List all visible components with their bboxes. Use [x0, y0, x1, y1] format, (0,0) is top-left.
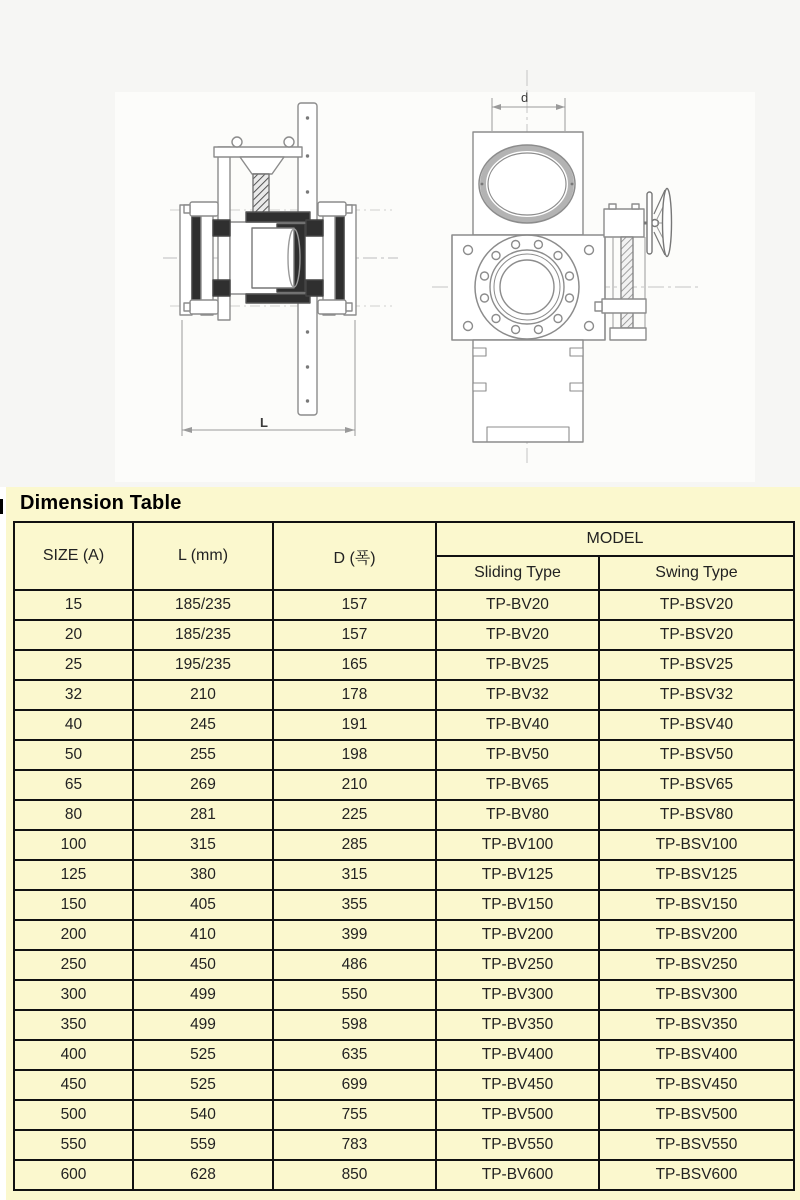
dimension-table: [13, 521, 795, 1191]
valve-drawings-svg: [0, 0, 800, 487]
table-cell: 699: [273, 1070, 436, 1100]
table-cell: 200: [14, 920, 133, 950]
table-cell: TP-BV450: [436, 1070, 599, 1100]
table-cell: 350: [14, 1010, 133, 1040]
table-cell: 499: [133, 1010, 273, 1040]
table-cell: TP-BV300: [436, 980, 599, 1010]
table-row: [14, 740, 794, 770]
table-cell: TP-BV25: [436, 650, 599, 680]
table-cell: TP-BSV200: [599, 920, 794, 950]
table-cell: 225: [273, 800, 436, 830]
dimension-table-head: [14, 522, 794, 590]
dimension-section: [6, 487, 800, 1200]
table-cell: 405: [133, 890, 273, 920]
table-row: [14, 1130, 794, 1160]
table-cell: TP-BSV32: [599, 680, 794, 710]
table-cell: 245: [133, 710, 273, 740]
valve-side-view-drawing: [163, 103, 398, 436]
table-cell: 150: [14, 890, 133, 920]
table-cell: 355: [273, 890, 436, 920]
table-cell: TP-BSV125: [599, 860, 794, 890]
table-cell: 315: [133, 830, 273, 860]
table-cell: TP-BSV25: [599, 650, 794, 680]
table-cell: TP-BSV150: [599, 890, 794, 920]
table-cell: TP-BV500: [436, 1100, 599, 1130]
header-row-1: [14, 522, 794, 556]
table-row: [14, 650, 794, 680]
table-cell: 15: [14, 590, 133, 620]
table-cell: 755: [273, 1100, 436, 1130]
dimension-label-d: d: [521, 90, 529, 105]
col-header-swing-type: Swing Type: [599, 556, 794, 590]
table-cell: 850: [273, 1160, 436, 1190]
table-cell: 450: [133, 950, 273, 980]
table-row: [14, 770, 794, 800]
table-cell: TP-BV20: [436, 620, 599, 650]
table-cell: 285: [273, 830, 436, 860]
col-header-sliding-type: Sliding Type: [436, 556, 599, 590]
table-cell: 525: [133, 1040, 273, 1070]
table-cell: TP-BV32: [436, 680, 599, 710]
table-row: [14, 590, 794, 620]
table-cell: 315: [273, 860, 436, 890]
table-cell: 65: [14, 770, 133, 800]
table-row: [14, 980, 794, 1010]
table-cell: TP-BV80: [436, 800, 599, 830]
table-row: [14, 890, 794, 920]
table-cell: TP-BV200: [436, 920, 599, 950]
table-cell: TP-BSV65: [599, 770, 794, 800]
table-cell: 399: [273, 920, 436, 950]
table-cell: 635: [273, 1040, 436, 1070]
valve-front-view-drawing: [432, 70, 700, 463]
table-cell: 540: [133, 1100, 273, 1130]
table-cell: TP-BV150: [436, 890, 599, 920]
table-cell: TP-BSV500: [599, 1100, 794, 1130]
table-cell: 450: [14, 1070, 133, 1100]
table-row: [14, 1010, 794, 1040]
section-title: Dimension Table: [20, 492, 182, 514]
table-cell: TP-BSV450: [599, 1070, 794, 1100]
table-cell: 32: [14, 680, 133, 710]
table-cell: TP-BV600: [436, 1160, 599, 1190]
table-cell: TP-BSV550: [599, 1130, 794, 1160]
table-cell: TP-BV50: [436, 740, 599, 770]
table-cell: TP-BSV250: [599, 950, 794, 980]
table-cell: 281: [133, 800, 273, 830]
table-cell: 198: [273, 740, 436, 770]
table-cell: TP-BSV80: [599, 800, 794, 830]
table-cell: 525: [133, 1070, 273, 1100]
table-cell: TP-BSV400: [599, 1040, 794, 1070]
table-row: [14, 620, 794, 650]
table-cell: 178: [273, 680, 436, 710]
col-header-model: MODEL: [436, 522, 794, 556]
table-cell: 100: [14, 830, 133, 860]
table-cell: TP-BV100: [436, 830, 599, 860]
table-row: [14, 1160, 794, 1190]
table-cell: 410: [133, 920, 273, 950]
dimension-d: [492, 98, 565, 131]
table-cell: TP-BV400: [436, 1040, 599, 1070]
table-cell: TP-BV350: [436, 1010, 599, 1040]
table-cell: 191: [273, 710, 436, 740]
table-cell: TP-BV40: [436, 710, 599, 740]
table-cell: 25: [14, 650, 133, 680]
table-row: [14, 830, 794, 860]
col-header-d: D (폭): [273, 522, 436, 590]
table-cell: 400: [14, 1040, 133, 1070]
table-cell: 125: [14, 860, 133, 890]
table-cell: 486: [273, 950, 436, 980]
table-cell: TP-BSV50: [599, 740, 794, 770]
table-cell: TP-BSV100: [599, 830, 794, 860]
table-cell: 499: [133, 980, 273, 1010]
table-cell: 40: [14, 710, 133, 740]
table-cell: 210: [273, 770, 436, 800]
table-cell: 157: [273, 620, 436, 650]
table-row: [14, 860, 794, 890]
table-cell: 598: [273, 1010, 436, 1040]
table-cell: 50: [14, 740, 133, 770]
table-cell: 380: [133, 860, 273, 890]
technical-drawings: [0, 0, 800, 487]
table-cell: 185/235: [133, 620, 273, 650]
table-cell: 255: [133, 740, 273, 770]
table-cell: TP-BSV20: [599, 620, 794, 650]
table-row: [14, 950, 794, 980]
dimension-label-l: L: [260, 415, 268, 430]
table-row: [14, 1100, 794, 1130]
table-row: [14, 710, 794, 740]
table-cell: 210: [133, 680, 273, 710]
table-row: [14, 920, 794, 950]
col-header-l: L (mm): [133, 522, 273, 590]
table-cell: 628: [133, 1160, 273, 1190]
table-cell: 80: [14, 800, 133, 830]
table-cell: 269: [133, 770, 273, 800]
table-cell: TP-BSV40: [599, 710, 794, 740]
table-cell: TP-BSV300: [599, 980, 794, 1010]
table-cell: 157: [273, 590, 436, 620]
table-row: [14, 680, 794, 710]
table-cell: 185/235: [133, 590, 273, 620]
table-cell: TP-BV20: [436, 590, 599, 620]
table-cell: TP-BV550: [436, 1130, 599, 1160]
table-cell: 300: [14, 980, 133, 1010]
table-cell: TP-BV65: [436, 770, 599, 800]
table-cell: 550: [14, 1130, 133, 1160]
col-header-size: SIZE (A): [14, 522, 133, 590]
table-cell: 550: [273, 980, 436, 1010]
table-row: [14, 1040, 794, 1070]
table-cell: 600: [14, 1160, 133, 1190]
table-row: [14, 1070, 794, 1100]
dimension-table-body: [14, 590, 794, 1190]
left-edge-mark: [0, 499, 3, 514]
table-cell: TP-BSV20: [599, 590, 794, 620]
table-cell: TP-BSV350: [599, 1010, 794, 1040]
dimension-l: [182, 320, 355, 436]
table-cell: 559: [133, 1130, 273, 1160]
table-cell: 250: [14, 950, 133, 980]
table-cell: 195/235: [133, 650, 273, 680]
table-cell: 165: [273, 650, 436, 680]
table-cell: TP-BSV600: [599, 1160, 794, 1190]
table-cell: 20: [14, 620, 133, 650]
table-cell: TP-BV125: [436, 860, 599, 890]
handwheel-icon: [644, 189, 672, 257]
table-cell: 783: [273, 1130, 436, 1160]
table-row: [14, 800, 794, 830]
table-cell: TP-BV250: [436, 950, 599, 980]
table-cell: 500: [14, 1100, 133, 1130]
